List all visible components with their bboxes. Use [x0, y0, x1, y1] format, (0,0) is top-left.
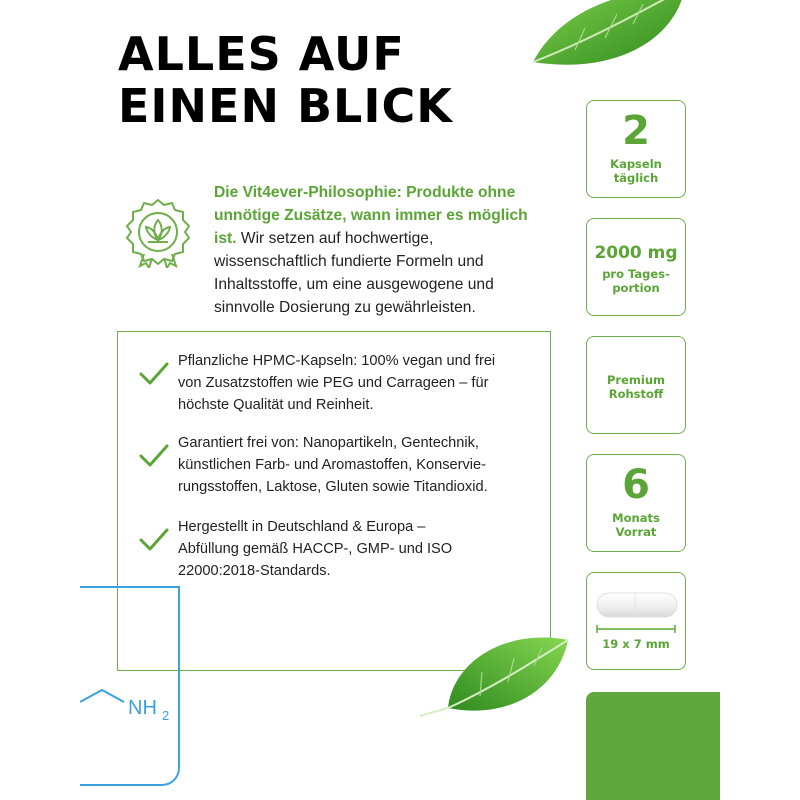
quality-seal-icon — [122, 196, 194, 268]
feature-line: Pflanzliche HPMC-Kapseln: 100% vegan und frei — [178, 353, 496, 369]
green-accent-block — [586, 692, 720, 800]
capsule-size-label: 19 x 7 mm — [602, 637, 670, 651]
stat-dose — [586, 218, 686, 316]
page-title — [118, 28, 453, 132]
leaf-icon — [525, 0, 700, 80]
stat-supply — [586, 454, 686, 552]
stat-label: Rohstoff — [608, 387, 664, 401]
feature-text — [178, 350, 528, 416]
feature-line: Hergestellt in Deutschland & Europa – — [178, 519, 426, 535]
stat-capsules — [586, 100, 686, 198]
feature-line: Abfüllung gemäß HACCP-, GMP- und ISO — [178, 541, 453, 557]
stat-value: 6 — [622, 462, 650, 508]
stat-size — [586, 572, 686, 670]
leaf-icon — [418, 620, 573, 720]
feature-text — [178, 516, 528, 582]
stat-label: portion — [612, 281, 660, 295]
intro-text: Wir setzen auf hochwertige, wissenschaftlich fundierte Formeln und Inhaltsstoffe, um eine ausgewogene und sinnvolle Dosierung zu gewährleisten. — [214, 230, 494, 316]
stat-label: pro Tages- — [602, 267, 670, 281]
stat-label: täglich — [613, 171, 659, 185]
title-line-2: EINEN BLICK — [118, 79, 453, 133]
feature-line: Garantiert frei von: Nanopartikeln, Gentechnik, — [178, 435, 479, 451]
check-icon — [138, 360, 170, 386]
stat-label: Vorrat — [615, 525, 657, 539]
feature-line: 22000:2018-Standards. — [178, 563, 331, 579]
feature-line: höchste Qualität und Reinheit. — [178, 397, 374, 413]
check-icon — [138, 526, 170, 552]
stat-label: Kapseln — [610, 157, 662, 171]
stat-label: Premium — [607, 373, 665, 387]
check-icon — [138, 442, 170, 468]
stat-label: Monats — [612, 511, 660, 525]
nh-subscript: 2 — [162, 708, 170, 723]
nh-label: NH — [128, 697, 157, 719]
feature-line: von Zusatzstoffen wie PEG und Carrageen – für — [178, 375, 489, 391]
stat-value: 2 — [622, 108, 650, 154]
title-line-1: ALLES AUF — [118, 27, 405, 81]
capsule-icon — [587, 573, 687, 635]
amine-group — [80, 684, 190, 724]
intro-paragraph — [214, 181, 544, 319]
stat-value: 2000 mg — [594, 243, 678, 263]
feature-text — [178, 432, 528, 498]
intro-highlight: Die Vit4ever-Philosophie: Produkte ohne unnötige Zusätze, wann immer es möglich ist. — [214, 184, 528, 247]
stat-premium — [586, 336, 686, 434]
feature-line: künstlichen Farb- und Aromastoffen, Konservie- — [178, 457, 486, 473]
feature-line: rungsstoffen, Laktose, Gluten sowie Titandioxid. — [178, 479, 488, 495]
